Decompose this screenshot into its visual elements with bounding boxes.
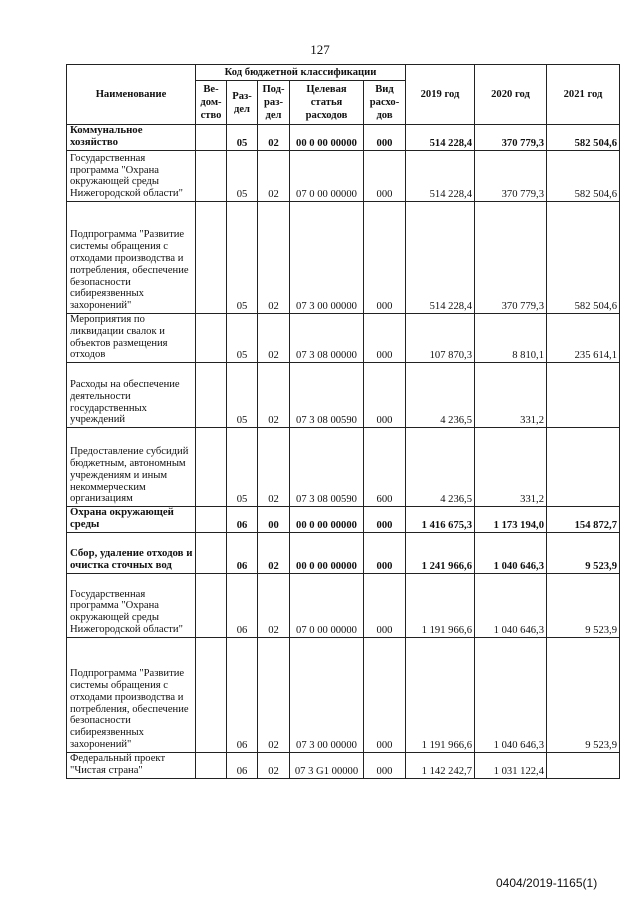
row-value-2021: 9 523,9 xyxy=(547,573,620,637)
row-value-2020: 1 040 646,3 xyxy=(475,573,547,637)
row-value-2019: 514 228,4 xyxy=(406,202,475,314)
budget-table xyxy=(66,64,620,779)
row-value-2020: 1 173 194,0 xyxy=(475,507,547,533)
table-row xyxy=(67,428,620,507)
table-row xyxy=(67,507,620,533)
row-name: Расходы на обеспечение деятельности государственных учреждений xyxy=(67,363,196,428)
row-value-2020: 370 779,3 xyxy=(475,151,547,202)
table-row xyxy=(67,752,620,778)
row-vedomstvo xyxy=(196,532,227,573)
table-row xyxy=(67,151,620,202)
row-razdel: 06 xyxy=(227,573,258,637)
row-value-2019: 107 870,3 xyxy=(406,314,475,363)
row-podrazdel: 02 xyxy=(258,314,290,363)
row-vedomstvo xyxy=(196,573,227,637)
row-name: Предоставление субсидий бюджетным, автономным учреждениям и иным некоммерческим организациям xyxy=(67,428,196,507)
row-razdel: 05 xyxy=(227,363,258,428)
header-razdel: Раз- дел xyxy=(227,81,258,125)
row-razdel: 06 xyxy=(227,507,258,533)
row-name: Сбор, удаление отходов и очистка сточных вод xyxy=(67,532,196,573)
row-value-2021: 235 614,1 xyxy=(547,314,620,363)
row-celevaya-statya: 07 3 08 00590 xyxy=(290,428,364,507)
row-podrazdel: 02 xyxy=(258,637,290,752)
row-value-2021: 154 872,7 xyxy=(547,507,620,533)
table-row xyxy=(67,363,620,428)
row-vedomstvo xyxy=(196,363,227,428)
row-vid-raskhodov: 000 xyxy=(364,202,406,314)
row-value-2020: 1 040 646,3 xyxy=(475,532,547,573)
row-celevaya-statya: 07 3 08 00000 xyxy=(290,314,364,363)
row-celevaya-statya: 07 0 00 00000 xyxy=(290,573,364,637)
row-value-2019: 514 228,4 xyxy=(406,151,475,202)
row-vid-raskhodov: 000 xyxy=(364,637,406,752)
table-row xyxy=(67,637,620,752)
row-name: Охрана окружающей среды xyxy=(67,507,196,533)
row-name: Подпрограмма "Развитие системы обращения с отходами производства и потребления, обеспечение безопасности сибиреязвенных захоронений" xyxy=(67,202,196,314)
row-name: Федеральный проект "Чистая страна" xyxy=(67,752,196,778)
row-value-2021: 9 523,9 xyxy=(547,532,620,573)
row-name: Государственная программа "Охрана окружающей среды Нижегородской области" xyxy=(67,573,196,637)
row-vid-raskhodov: 000 xyxy=(364,532,406,573)
row-podrazdel: 02 xyxy=(258,752,290,778)
row-value-2019: 1 416 675,3 xyxy=(406,507,475,533)
row-vid-raskhodov: 000 xyxy=(364,752,406,778)
row-razdel: 05 xyxy=(227,125,258,151)
row-podrazdel: 00 xyxy=(258,507,290,533)
row-podrazdel: 02 xyxy=(258,151,290,202)
row-razdel: 06 xyxy=(227,532,258,573)
row-value-2021: 582 504,6 xyxy=(547,151,620,202)
row-vid-raskhodov: 000 xyxy=(364,573,406,637)
row-value-2020: 1 040 646,3 xyxy=(475,637,547,752)
row-celevaya-statya: 07 0 00 00000 xyxy=(290,151,364,202)
row-value-2020: 331,2 xyxy=(475,363,547,428)
row-podrazdel: 02 xyxy=(258,125,290,151)
row-vid-raskhodov: 000 xyxy=(364,314,406,363)
row-celevaya-statya: 00 0 00 00000 xyxy=(290,125,364,151)
row-value-2019: 1 191 966,6 xyxy=(406,637,475,752)
row-vedomstvo xyxy=(196,507,227,533)
row-value-2020: 370 779,3 xyxy=(475,125,547,151)
row-celevaya-statya: 00 0 00 00000 xyxy=(290,507,364,533)
row-value-2020: 370 779,3 xyxy=(475,202,547,314)
row-vedomstvo xyxy=(196,125,227,151)
row-vedomstvo xyxy=(196,151,227,202)
header-celevaya: Целевая статья расходов xyxy=(290,81,364,125)
header-name: Наименование xyxy=(67,65,196,125)
row-vid-raskhodov: 000 xyxy=(364,363,406,428)
row-razdel: 06 xyxy=(227,637,258,752)
row-vedomstvo xyxy=(196,314,227,363)
header-vedomstvo: Ве- дом- ство xyxy=(196,81,227,125)
row-celevaya-statya: 00 0 00 00000 xyxy=(290,532,364,573)
row-name: Государственная программа "Охрана окружающей среды Нижегородской области" xyxy=(67,151,196,202)
row-value-2021: 9 523,9 xyxy=(547,637,620,752)
row-value-2019: 1 241 966,6 xyxy=(406,532,475,573)
row-name: Подпрограмма "Развитие системы обращения с отходами производства и потребления, обеспечение безопасности сибиреязвенных захоронений" xyxy=(67,637,196,752)
row-vedomstvo xyxy=(196,752,227,778)
row-value-2019: 4 236,5 xyxy=(406,363,475,428)
row-value-2021 xyxy=(547,428,620,507)
table-row xyxy=(67,314,620,363)
row-celevaya-statya: 07 3 G1 00000 xyxy=(290,752,364,778)
row-value-2019: 4 236,5 xyxy=(406,428,475,507)
row-podrazdel: 02 xyxy=(258,428,290,507)
row-vedomstvo xyxy=(196,637,227,752)
table-row xyxy=(67,573,620,637)
row-razdel: 05 xyxy=(227,314,258,363)
row-vid-raskhodov: 000 xyxy=(364,125,406,151)
header-vid: Вид расхо- дов xyxy=(364,81,406,125)
row-vid-raskhodov: 000 xyxy=(364,507,406,533)
row-value-2019: 514 228,4 xyxy=(406,125,475,151)
header-classification-group: Код бюджетной классификации xyxy=(196,65,406,81)
row-value-2021: 582 504,6 xyxy=(547,125,620,151)
row-podrazdel: 02 xyxy=(258,573,290,637)
row-value-2019: 1 142 242,7 xyxy=(406,752,475,778)
document-code: 0404/2019-1165(1) xyxy=(496,876,598,890)
row-vid-raskhodov: 000 xyxy=(364,151,406,202)
row-podrazdel: 02 xyxy=(258,363,290,428)
table-row xyxy=(67,532,620,573)
row-razdel: 05 xyxy=(227,151,258,202)
row-name: Коммунальное хозяйство xyxy=(67,125,196,151)
table-row xyxy=(67,202,620,314)
row-celevaya-statya: 07 3 00 00000 xyxy=(290,202,364,314)
row-vedomstvo xyxy=(196,202,227,314)
row-vid-raskhodov: 600 xyxy=(364,428,406,507)
row-value-2021: 582 504,6 xyxy=(547,202,620,314)
row-value-2021 xyxy=(547,752,620,778)
header-2020: 2020 год xyxy=(475,65,547,125)
row-podrazdel: 02 xyxy=(258,202,290,314)
row-razdel: 06 xyxy=(227,752,258,778)
row-value-2020: 331,2 xyxy=(475,428,547,507)
row-podrazdel: 02 xyxy=(258,532,290,573)
row-value-2021 xyxy=(547,363,620,428)
page-number: 127 xyxy=(310,42,330,57)
table-body xyxy=(67,125,620,779)
row-celevaya-statya: 07 3 08 00590 xyxy=(290,363,364,428)
row-celevaya-statya: 07 3 00 00000 xyxy=(290,637,364,752)
header-podrazdel: Под- раз- дел xyxy=(258,81,290,125)
row-vedomstvo xyxy=(196,428,227,507)
row-razdel: 05 xyxy=(227,202,258,314)
header-2021: 2021 год xyxy=(547,65,620,125)
header-2019: 2019 год xyxy=(406,65,475,125)
row-value-2020: 8 810,1 xyxy=(475,314,547,363)
row-razdel: 05 xyxy=(227,428,258,507)
row-name: Мероприятия по ликвидации свалок и объектов размещения отходов xyxy=(67,314,196,363)
table-row xyxy=(67,125,620,151)
row-value-2020: 1 031 122,4 xyxy=(475,752,547,778)
row-value-2019: 1 191 966,6 xyxy=(406,573,475,637)
